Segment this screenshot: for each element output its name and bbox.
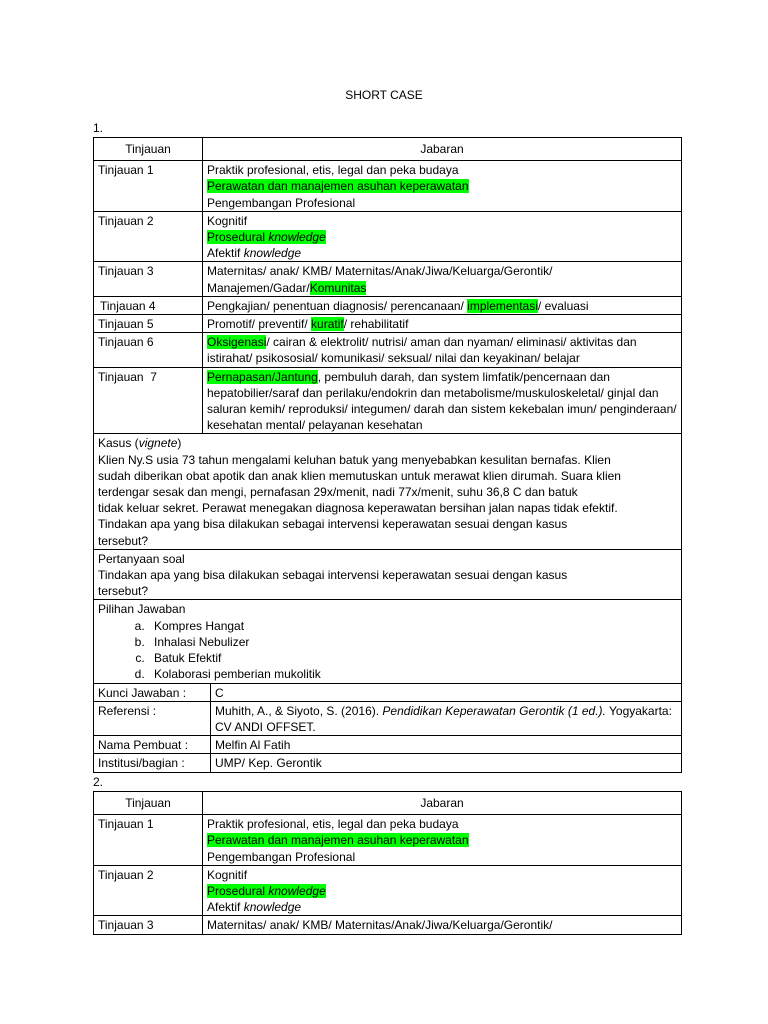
row-label: Tinjauan 5 xyxy=(94,315,203,333)
pilihan-cell xyxy=(94,600,682,683)
row-label: Tinjauan 6 xyxy=(94,333,203,367)
highlight: Prosedural knowledge xyxy=(207,884,326,899)
kasus-line: sudah diberikan obat apotik dan anak klien memutuskan untuk merawat klien dirumah. Suara klien xyxy=(98,468,621,483)
pertanyaan-row xyxy=(94,549,682,600)
table-header-row xyxy=(94,138,682,161)
pembuat-value: Melfin Al Fatih xyxy=(211,736,682,754)
kasus-line: tidak keluar sekret. Perawat menegakan diagnosa keperawatan bersihan jalan napas tidak efektif. xyxy=(98,501,618,516)
row-content xyxy=(203,865,682,916)
pertanyaan-line: tersebut? xyxy=(98,584,149,599)
referensi-label: Referensi : xyxy=(94,701,211,735)
line: Afektif knowledge xyxy=(207,900,302,915)
meta-row xyxy=(94,683,682,772)
kasus-line: terdengar sesak dan mengi, pernafasan 29x/menit, nadi 77x/menit, suhu 36,8 C dan batuk xyxy=(98,485,578,500)
kasus-label: Kasus (vignete) xyxy=(98,436,182,451)
header-tinjauan: Tinjauan xyxy=(94,792,203,815)
highlight: kuratif xyxy=(311,317,344,332)
institusi-value: UMP/ Kep. Gerontik xyxy=(211,754,682,772)
row-label: Tinjauan 3 xyxy=(94,262,203,296)
kasus-line: tersebut? xyxy=(98,533,149,548)
pembuat-label: Nama Pembuat : xyxy=(94,736,211,754)
line: Praktik profesional, etis, legal dan peka budaya xyxy=(207,163,459,178)
line: Kognitif xyxy=(207,213,248,228)
pertanyaan-label: Pertanyaan soal xyxy=(98,551,185,566)
line: Afektif knowledge xyxy=(207,246,302,261)
pertanyaan-line: Tindakan apa yang bisa dilakukan sebagai intervensi keperawatan sesuai dengan kasus xyxy=(98,568,568,583)
table-row xyxy=(94,296,682,314)
pilihan-row xyxy=(94,600,682,683)
row-content xyxy=(203,161,682,212)
row-content: Promotif/ preventif/ kuratif/ rehabilitatif xyxy=(203,315,682,333)
row-content: Pernapasan/Jantung, pembuluh darah, dan system limfatik/pencernaan dan hepatobilier/saraf dan perilaku/endokrin dan metabolisme/muskuloskeletal/ ginjal dan saluran kemih/ reproduksi/ integumen/ darah dan sistem kekebalan imun/ penginderaan/ kesehatan mental/ pelayanan kesehatan xyxy=(203,367,682,434)
row-label: Tinjauan 1 xyxy=(94,815,203,866)
kunci-label: Kunci Jawaban : xyxy=(94,684,211,702)
header-tinjauan: Tinjauan xyxy=(94,138,203,161)
pertanyaan-cell xyxy=(94,549,682,600)
table-row xyxy=(94,161,682,212)
referensi-value: Muhith, A., & Siyoto, S. (2016). Pendidikan Keperawatan Gerontik (1 ed.). Yogyakarta: CV ANDI OFFSET. xyxy=(211,701,682,735)
case-table xyxy=(93,791,682,935)
highlight: Prosedural knowledge xyxy=(207,230,326,245)
highlight: Oksigenasi xyxy=(207,335,267,350)
kasus-row xyxy=(94,434,682,549)
table-header-row xyxy=(94,792,682,815)
row-label: Tinjauan 4 xyxy=(94,296,203,314)
case-number: 1. xyxy=(93,121,104,135)
line: Praktik profesional, etis, legal dan peka budaya xyxy=(207,817,459,832)
row-label: Tinjauan 2 xyxy=(94,865,203,916)
kasus-cell xyxy=(94,434,682,549)
kunci-row xyxy=(94,684,681,702)
highlight: Komunitas xyxy=(309,280,367,295)
answer-list xyxy=(98,618,677,683)
institusi-label: Institusi/bagian : xyxy=(94,754,211,772)
answer-option: b. Inhalasi Nebulizer xyxy=(148,634,677,650)
pembuat-row xyxy=(94,736,681,754)
row-label: Tinjauan 2 xyxy=(94,211,203,262)
row-content xyxy=(203,815,682,866)
table-row xyxy=(94,367,682,434)
case-table xyxy=(93,137,682,773)
row-label: Tinjauan 3 xyxy=(94,916,203,934)
pilihan-label: Pilihan Jawaban xyxy=(98,602,186,617)
kasus-line: Tindakan apa yang bisa dilakukan sebagai intervensi keperawatan sesuai dengan kasus xyxy=(98,517,568,532)
meta-table xyxy=(94,684,681,772)
case-number: 2. xyxy=(93,775,104,789)
table-row xyxy=(94,916,682,934)
highlight: Perawatan dan manajemen asuhan keperawatan xyxy=(207,833,469,848)
table-row xyxy=(94,865,682,916)
table-row xyxy=(94,815,682,866)
header-jabaran: Jabaran xyxy=(203,138,682,161)
kunci-value: C xyxy=(211,684,682,702)
highlight: implementasi xyxy=(467,298,538,313)
doc-title: SHORT CASE xyxy=(345,88,423,102)
row-content: Maternitas/ anak/ KMB/ Maternitas/Anak/Jiwa/Keluarga/Gerontik/ xyxy=(203,916,682,934)
line: Pengembangan Profesional xyxy=(207,195,356,210)
row-content: Maternitas/ anak/ KMB/ Maternitas/Anak/Jiwa/Keluarga/Gerontik/ Manajemen/Gadar/Komunitas xyxy=(203,262,682,296)
row-content: Oksigenasi/ cairan & elektrolit/ nutrisi/ aman dan nyaman/ eliminasi/ aktivitas dan istirahat/ psikososial/ komunikasi/ seksual/ nilai dan keyakinan/ belajar xyxy=(203,333,682,367)
kasus-line: Klien Ny.S usia 73 tahun mengalami keluhan batuk yang menyebabkan kesulitan bernafas. Klien xyxy=(98,452,611,467)
highlight: Perawatan dan manajemen asuhan keperawatan xyxy=(207,179,469,194)
row-content xyxy=(203,211,682,262)
header-jabaran: Jabaran xyxy=(203,792,682,815)
referensi-row xyxy=(94,701,681,735)
answer-option: c. Batuk Efektif xyxy=(148,650,677,666)
table-row xyxy=(94,315,682,333)
institusi-row xyxy=(94,754,681,772)
highlight: Pernapasan/Jantung xyxy=(207,369,318,384)
row-label: Tinjauan 7 xyxy=(94,367,203,434)
answer-option: d. Kolaborasi pemberian mukolitik xyxy=(148,666,677,682)
table-row xyxy=(94,262,682,296)
answer-option: a. Kompres Hangat xyxy=(148,618,677,634)
table-row xyxy=(94,211,682,262)
table-row xyxy=(94,333,682,367)
line: Pengembangan Profesional xyxy=(207,849,356,864)
line: Kognitif xyxy=(207,867,248,882)
row-label: Tinjauan 1 xyxy=(94,161,203,212)
row-content: Pengkajian/ penentuan diagnosis/ perencanaan/ implementasi/ evaluasi xyxy=(203,296,682,314)
